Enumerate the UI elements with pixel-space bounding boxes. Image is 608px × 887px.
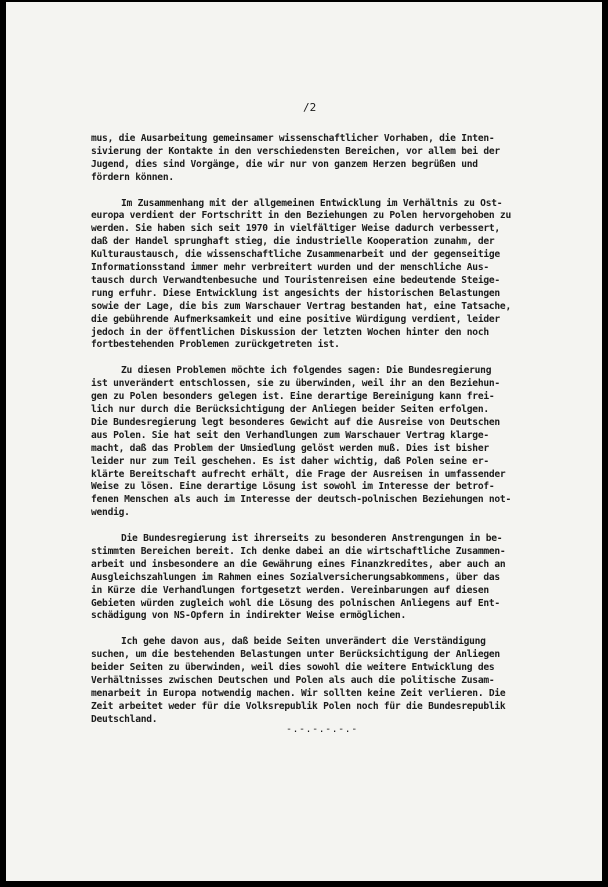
text-line: rung erfuhr. Diese Entwicklung ist angesichts der historischen Belastungen	[91, 287, 500, 299]
document-page	[6, 2, 602, 881]
text-line: macht, daß das Problem der Umsiedlung gelöst werden muß. Dies ist bisher	[91, 442, 489, 454]
text-line: jedoch in der öffentlichen Diskussion der letzten Wochen hinter den noch	[91, 326, 489, 338]
text-line: Verhältnisses zwischen Deutschen und Polen als auch die politische Zusam-	[91, 675, 495, 686]
text-line: Zeit arbeitet weder für die Volksrepublik Polen noch für die Bundesrepublik	[91, 700, 506, 712]
paragraph-2	[91, 198, 581, 353]
text-line: klärte Bereitschaft aufrecht erhält, die Frage der Ausreisen in umfassender	[91, 468, 506, 480]
text-line: Zu diesen Problemen möchte ich folgendes sagen: Die Bundesregierung	[121, 365, 492, 377]
text-line: Informationsstand immer mehr verbreitert wurden und der menschliche Aus-	[91, 262, 489, 274]
closing-separator: -.-.-.-.-.-	[286, 724, 358, 735]
text-line: fortbestehenden Problemen zurückgetreten ist.	[91, 339, 340, 351]
text-line: mus, die Ausarbeitung gemeinsamer wissenschaftlicher Vorhaben, die Inten-	[91, 133, 495, 144]
paragraph-3	[91, 365, 581, 520]
text-line: arbeit und insbesondere an die Gewährung eines Finanzkredites, aber auch an	[91, 558, 506, 570]
text-line: menarbeit in Europa notwendig machen. Wir sollten keine Zeit verlieren. Die	[91, 687, 506, 699]
text-line: daß der Handel sprunghaft stieg, die industrielle Kooperation zunahm, der	[91, 236, 495, 248]
document-body	[91, 133, 581, 740]
text-line: Im Zusammenhang mit der allgemeinen Entwicklung im Verhältnis zu Ost-	[121, 197, 503, 209]
text-line: Deutschland.	[91, 713, 158, 725]
text-line: wendig.	[91, 507, 130, 519]
text-line: Die Bundesregierung ist ihrerseits zu besonderen Anstrengungen in be-	[121, 533, 503, 545]
paragraph-5	[91, 636, 581, 726]
text-line: aus Polen. Sie hat seit den Verhandlungen zum Warschauer Vertrag klarge-	[91, 429, 489, 441]
text-line: leider nur zum Teil geschehen. Es ist daher wichtig, daß Polen seine er-	[91, 455, 489, 467]
text-line: Ausgleichszahlungen im Rahmen eines Sozialversicherungsabkommens, über das	[91, 571, 500, 583]
text-line: europa verdient der Fortschritt in den Beziehungen zu Polen hervorgehoben zu	[91, 210, 511, 222]
text-line: Jugend, dies sind Vorgänge, die wir nur von ganzem Herzen begrüßen und	[91, 158, 478, 170]
text-line: werden. Sie haben sich seit 1970 in vielfältiger Weise dadurch verbessert,	[91, 223, 500, 235]
paragraph-1	[91, 133, 581, 185]
text-line: lich nur durch die Berücksichtigung der Anliegen beider Seiten erfolgen.	[91, 404, 489, 415]
text-line: gen zu Polen besonders gelegen ist. Eine derartige Bereinigung kann frei-	[91, 391, 495, 403]
text-line: beider Seiten zu überwinden, weil dies sowohl die weitere Entwicklung des	[91, 662, 495, 674]
text-line: die gebührende Aufmerksamkeit und eine positive Würdigung verdient, leider	[91, 313, 500, 325]
text-line: Die Bundesregierung legt besonderes Gewicht auf die Ausreise von Deutschen	[91, 416, 500, 428]
text-line: ist unverändert entschlossen, sie zu überwinden, weil ihr an den Beziehun-	[91, 378, 500, 390]
text-line: Weise zu lösen. Eine derartige Lösung ist sowohl im Interesse der betrof-	[91, 481, 495, 493]
text-line: in Kürze die Verhandlungen fortgesetzt werden. Vereinbarungen auf diesen	[91, 584, 489, 596]
page-number: /2	[303, 101, 317, 114]
text-line: tausch durch Verwandtenbesuche und Touristenreisen eine bedeutende Steige-	[91, 274, 500, 286]
text-line: schädigung von NS-Opfern in indirekter Weise ermöglichen.	[91, 610, 406, 622]
text-line: Kulturaustausch, die wissenschaftliche Zusammenarbeit und der gegenseitige	[91, 249, 500, 261]
text-line: fenen Menschen als auch im Interesse der deutsch-polnischen Beziehungen not-	[91, 494, 511, 506]
text-line: sowie der Lage, die bis zum Warschauer Vertrag bestanden hat, eine Tatsache,	[91, 300, 511, 312]
text-line: suchen, um die bestehenden Belastungen unter Berücksichtigung der Anliegen	[91, 649, 500, 661]
text-line: sivierung der Kontakte in den verschiedensten Bereichen, vor allem bei der	[91, 145, 500, 157]
text-line: Gebieten würden zugleich wohl die Lösung des polnischen Anliegens auf Ent-	[91, 597, 500, 609]
text-line: stimmten Bereichen bereit. Ich denke dabei an die wirtschaftliche Zusammen-	[91, 545, 506, 557]
paragraph-4	[91, 533, 581, 623]
text-line: fördern können.	[91, 171, 174, 183]
text-line: Ich gehe davon aus, daß beide Seiten unverändert die Verständigung	[121, 636, 486, 648]
